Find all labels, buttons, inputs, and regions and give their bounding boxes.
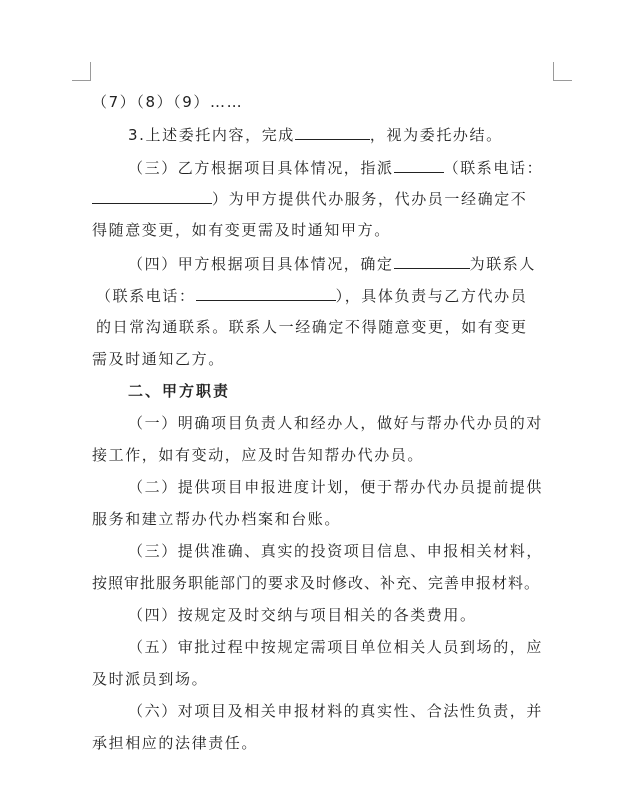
clause-san-text-3: 得随意变更，如有变更需及时通知甲方。 [92, 221, 391, 239]
clause-san-line-3 [92, 220, 391, 240]
duty-4-line-1 [128, 605, 477, 625]
clause-si-line-4 [92, 349, 225, 369]
duty-1-line-2 [92, 445, 424, 465]
completion-blank [295, 124, 370, 140]
assignee-phone-blank [92, 188, 212, 204]
duty-5-line-1 [128, 637, 543, 657]
clause-san-text-2: ）为甲方提供代办服务，代办员一经确定不 [212, 190, 528, 208]
clause-san-line-2 [92, 188, 527, 209]
clause-san-line-1 [128, 157, 543, 178]
duty-5-text-2: 及时派员到场。 [92, 670, 209, 688]
list-continuation [92, 92, 243, 112]
list-continuation-text: （7）（8）（9）…… [92, 93, 244, 111]
duty-2-line-1 [128, 477, 543, 497]
duty-1-text-1: （一）明确项目负责人和经办人，做好与帮办代办员的对 [128, 414, 544, 432]
duty-3-text-2: 按照审批服务职能部门的要求及时修改、补充、完善申报材料。 [92, 574, 541, 592]
clause-san-phone-label: （联系电话： [443, 159, 544, 177]
duty-1-line-1 [128, 413, 543, 433]
duty-6-text-2: 承担相应的法律责任。 [92, 734, 259, 752]
duty-2-text-2: 服务和建立帮办代办档案和台账。 [92, 510, 342, 528]
contact-phone-blank [196, 285, 336, 301]
clause-3 [128, 124, 503, 145]
page-corner-mark-top-right [553, 62, 572, 81]
duty-3-line-1 [128, 541, 543, 561]
section-heading [128, 381, 230, 401]
clause-si-text-3: 的日常沟通联系。联系人一经确定不得随意变更，如有变更 [96, 318, 528, 336]
clause-si-line-2 [96, 285, 527, 306]
clause-si-text-after: 为联系人 [469, 255, 537, 273]
clause-si-line-3 [96, 317, 528, 337]
duty-2-line-2 [92, 509, 341, 529]
page-corner-mark-top-left [72, 62, 91, 81]
clause-si-line-1 [128, 253, 536, 274]
contact-person-blank [394, 253, 470, 269]
section-heading-text: 二、甲方职责 [128, 382, 231, 400]
clause-3-text-after: ，视为委托办结。 [369, 126, 503, 144]
clause-si-text-4: 需及时通知乙方。 [92, 350, 225, 368]
duty-6-line-2 [92, 733, 258, 753]
duty-1-text-2: 接工作，如有变动，应及时告知帮办代办员。 [92, 446, 425, 464]
clause-san-text: （三）乙方根据项目具体情况，指派 [128, 159, 394, 177]
duty-6-text-1: （六）对项目及相关申报材料的真实性、合法性负责，并 [128, 702, 544, 720]
clause-si-text-2: ），具体负责与乙方代办员 [335, 287, 528, 305]
duty-6-line-1 [128, 701, 543, 721]
duty-2-text-1: （二）提供项目申报进度计划，便于帮办代办员提前提供 [128, 478, 544, 496]
clause-si-text: （四）甲方根据项目具体情况，确定 [128, 255, 394, 273]
clause-si-phone-label: （联系电话： [96, 287, 196, 305]
duty-5-line-2 [92, 669, 208, 689]
duty-4-text-1: （四）按规定及时交纳与项目相关的各类费用。 [128, 606, 477, 624]
duty-5-text-1: （五）审批过程中按规定需项目单位相关人员到场的，应 [128, 638, 544, 656]
duty-3-line-2 [92, 573, 540, 593]
clause-3-text: 3.上述委托内容，完成 [128, 126, 295, 144]
duty-3-text-1: （三）提供准确、真实的投资项目信息、申报相关材料， [128, 542, 544, 560]
assignee-blank [394, 157, 444, 173]
